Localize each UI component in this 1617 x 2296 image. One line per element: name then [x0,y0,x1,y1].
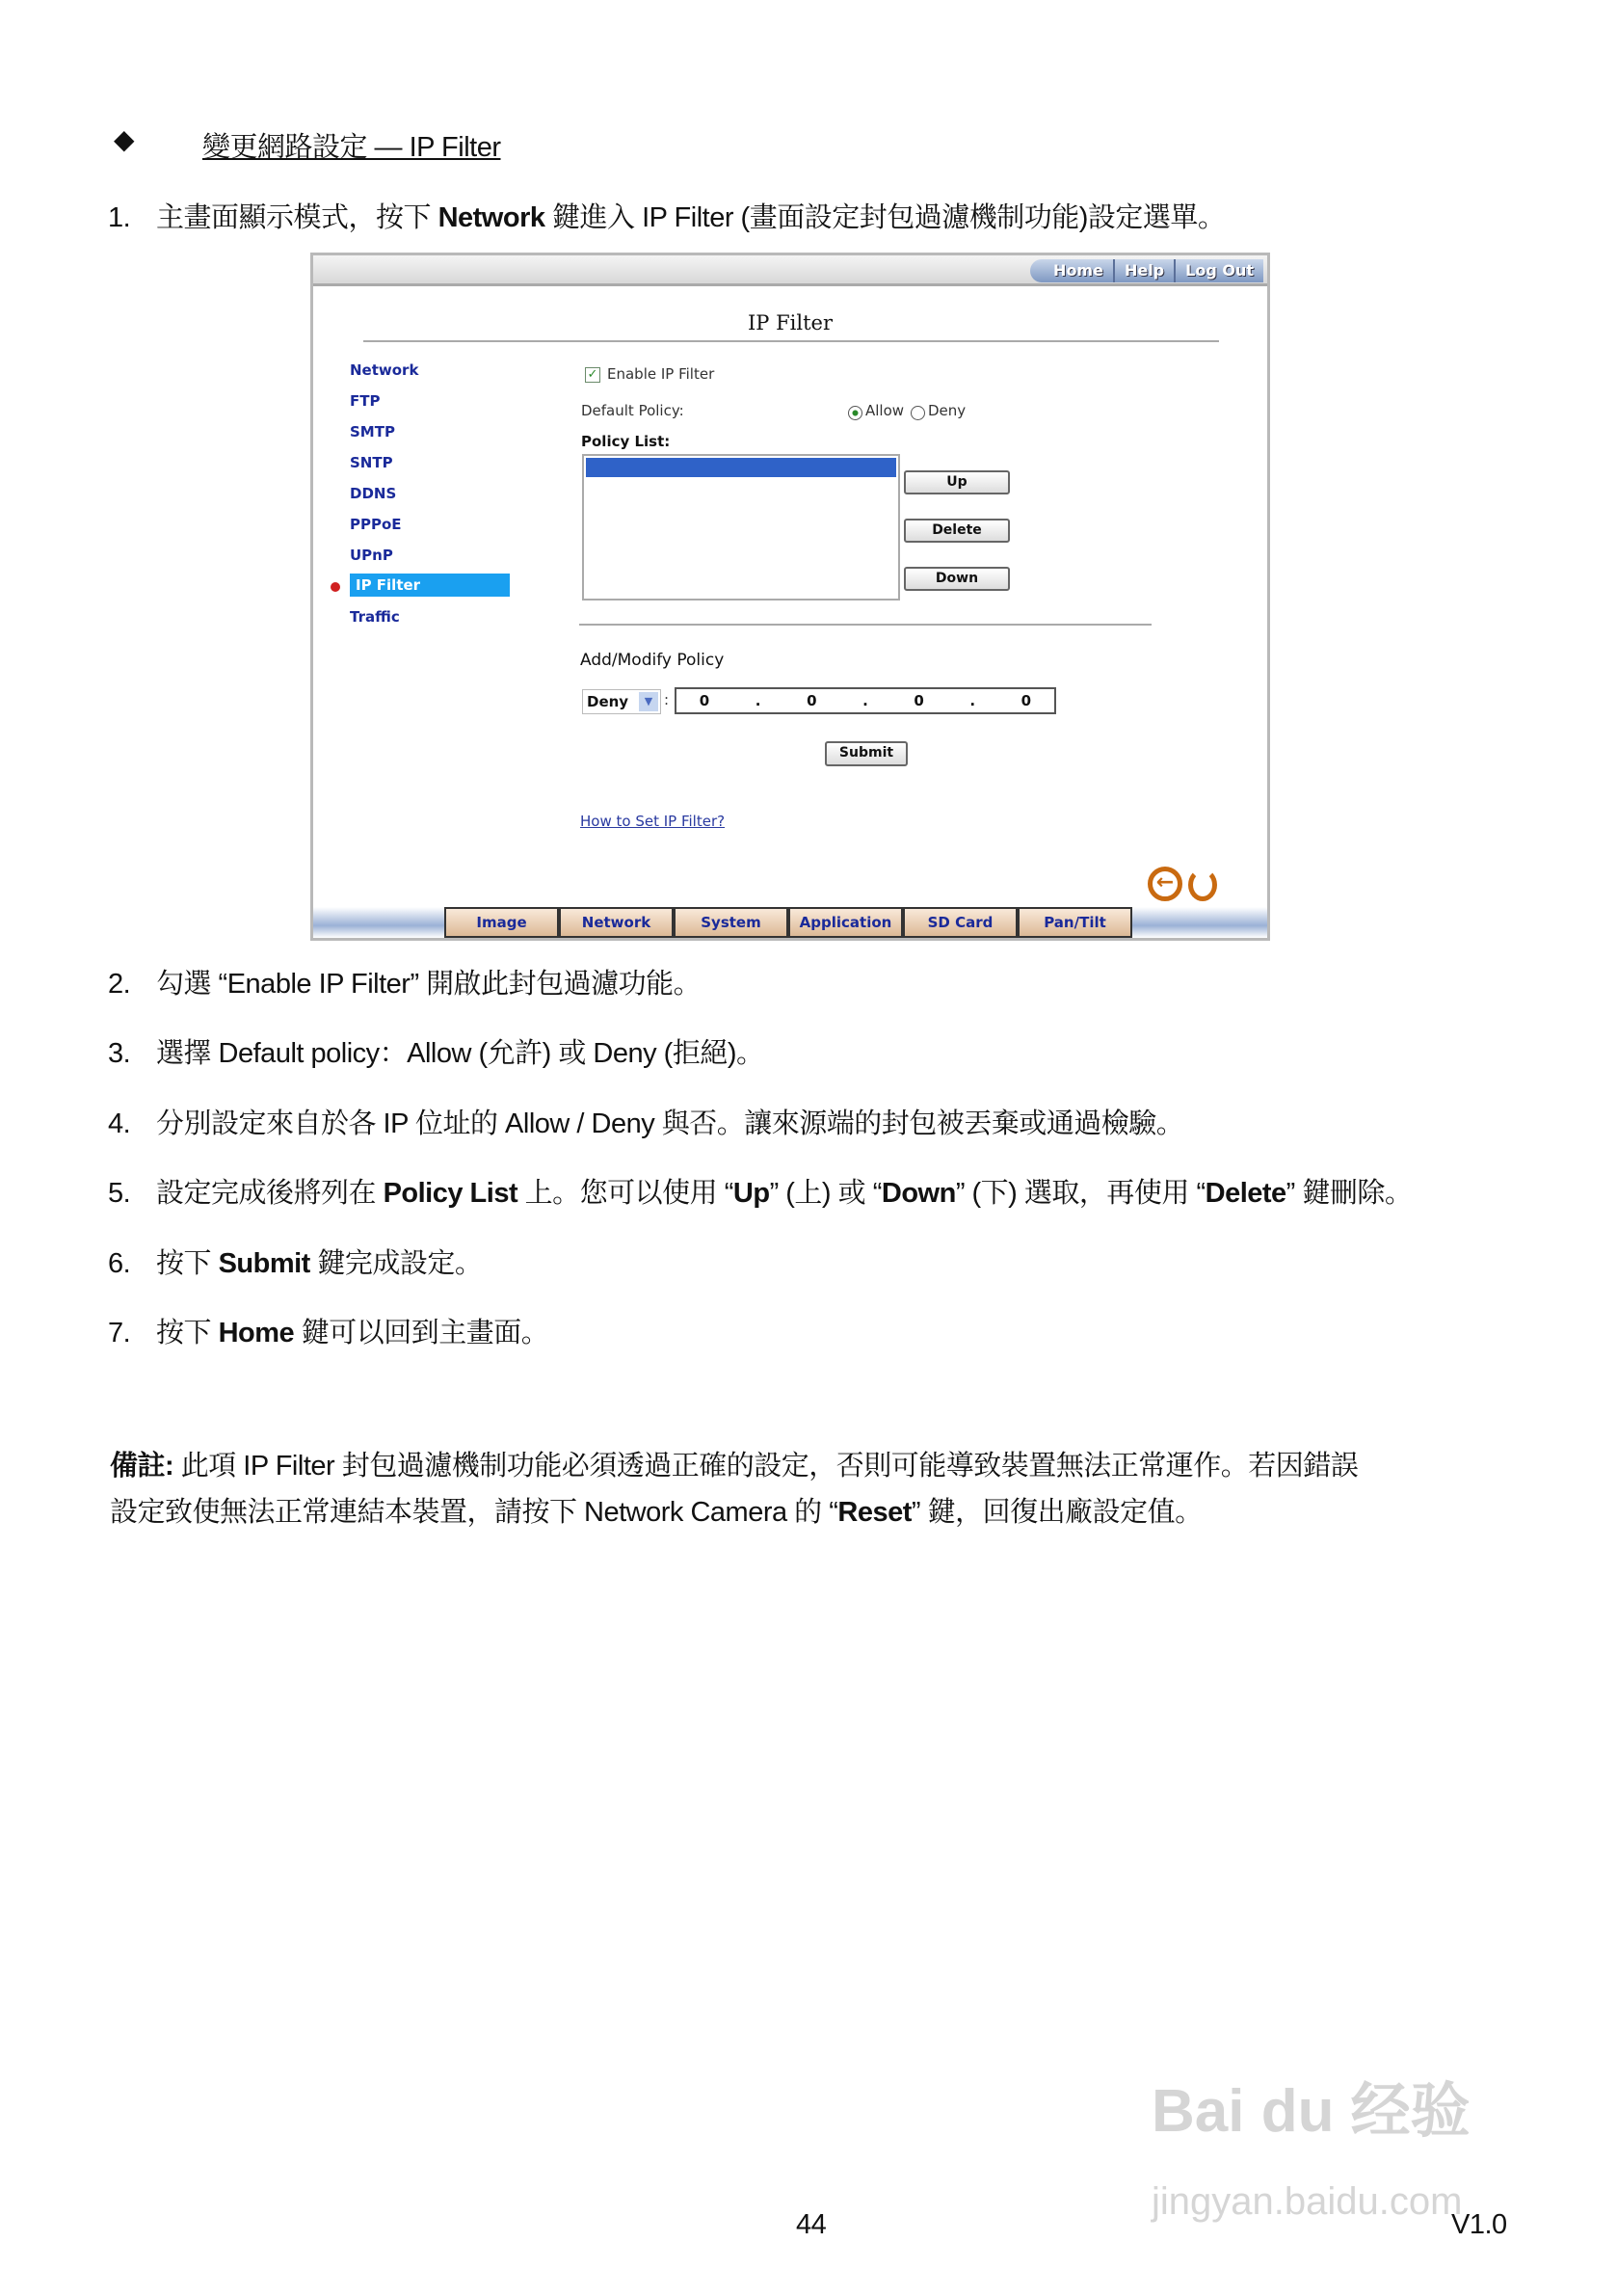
tab-sd-card[interactable]: SD Card [903,907,1018,938]
page-number: 44 [796,2209,827,2240]
note-bold: Reset [837,1497,912,1528]
watermark-logo: Bai du 经验 [1152,2078,1471,2145]
add-modify-label: Add/Modify Policy [580,651,725,670]
step-number: 5. [108,1178,131,1209]
sidebar-item-ftp[interactable]: FTP [350,392,381,410]
bullet-icon: ◆ [114,124,135,154]
note-text: 此項 IP Filter 封包過濾機制功能必須透過正確的設定，否則可能導致裝置無法正常運作。若因錯誤 [173,1451,1359,1482]
step-6 [108,1241,482,1281]
allow-label: Allow [865,402,905,419]
screen-title: IP Filter [747,311,833,334]
step-text: 選擇 Default policy：Allow (允許) 或 Deny (拒絕)。 [156,1038,764,1069]
nav-home[interactable]: Home [1053,261,1103,280]
enable-label: Enable IP Filter [607,365,715,383]
enable-checkbox[interactable]: ✓ [585,367,600,383]
chevron-down-icon: ▼ [639,692,658,711]
deny-label: Deny [928,402,967,419]
sidebar-item-upnp[interactable]: UPnP [350,547,393,564]
step-text: 按下 [156,1248,219,1279]
policy-select[interactable] [582,689,661,714]
tab-network[interactable]: Network [559,907,674,938]
policy-list-label: Policy List: [581,433,671,450]
note-label: 備註: [110,1451,174,1482]
step-bold: Home [218,1318,295,1348]
step-text: ” (下) 選取，再使用 “ [955,1178,1206,1209]
sidebar-item-ddns[interactable]: DDNS [350,485,397,502]
down-button[interactable]: Down [904,567,1010,591]
step-number: 1. [108,202,131,233]
step-4 [108,1102,1183,1141]
policy-list-selected-row[interactable] [586,458,896,477]
step-text: 分別設定來自於各 IP 位址的 Allow / Deny 與否。讓來源端的封包被丟棄或通過檢驗。 [156,1108,1184,1139]
step-number: 7. [108,1318,131,1348]
sidebar-item-ip-filter[interactable]: IP Filter [350,574,510,597]
divider [363,340,1219,342]
step-bold: Delete [1205,1178,1286,1209]
sidebar-item-network[interactable]: Network [350,361,419,379]
ip-octet-3[interactable]: 0 [914,692,924,709]
note-text: 設定致使無法正常連結本裝置，請按下 Network Camera 的 “ [110,1497,838,1528]
watermark-url: jingyan.baidu.com [1152,2180,1463,2223]
step-number: 2. [108,969,131,1000]
back-icon[interactable]: ← [1148,867,1182,901]
deny-radio[interactable] [911,406,925,420]
step-7 [108,1311,548,1350]
tab-application[interactable]: Application [788,907,903,938]
step-text: ” (上) 或 “ [769,1178,882,1209]
ip-octet-2[interactable]: 0 [807,692,817,709]
sidebar-item-pppoe[interactable]: PPPoE [350,516,402,533]
step-5 [108,1171,1412,1211]
step-text: 主畫面顯示模式，按下 [156,202,438,233]
help-link[interactable]: How to Set IP Filter? [580,813,726,830]
tab-image[interactable]: Image [444,907,559,938]
step-bold: Down [881,1178,956,1209]
ip-octet-4[interactable]: 0 [1021,692,1032,709]
note-line-1 [110,1444,1358,1483]
version: V1.0 [1451,2209,1507,2240]
ip-address-input[interactable]: 0 . 0 . 0 . 0 [675,687,1056,714]
submit-button[interactable]: Submit [825,741,908,766]
top-nav [1030,259,1263,282]
policy-listbox[interactable] [582,454,900,601]
step-bold: Up [732,1178,770,1209]
step-1 [108,196,1225,235]
step-text: 勾選 “Enable IP Filter” 開啟此封包過濾功能。 [156,969,702,1000]
step-text: 鍵進入 IP Filter (畫面設定封包過濾機制功能)設定選單。 [544,202,1226,233]
step-number: 6. [108,1248,131,1279]
step-number: 4. [108,1108,131,1139]
policy-select-value: Deny [587,693,629,710]
nav-help[interactable]: Help [1113,259,1174,282]
ip-filter-screenshot [310,253,1270,941]
step-number: 3. [108,1038,131,1069]
step-text: 鍵可以回到主畫面。 [294,1318,549,1348]
active-marker-icon [331,582,340,592]
step-2 [108,962,701,1001]
tab-system[interactable]: System [674,907,788,938]
step-text: 設定完成後將列在 [156,1178,384,1209]
step-bold: Network [437,202,545,233]
default-policy-label: Default Policy: [581,402,684,419]
step-text: ” 鍵刪除。 [1286,1178,1413,1209]
refresh-icon[interactable] [1188,868,1217,901]
step-text: 上。您可以使用 “ [517,1178,733,1209]
step-text: 按下 [156,1318,219,1348]
note-line-2 [110,1490,1203,1530]
step-bold: Submit [218,1248,310,1279]
tab-pan-tilt[interactable]: Pan/Tilt [1018,907,1132,938]
allow-radio[interactable] [848,406,862,420]
colon: : [664,691,670,708]
step-bold: Policy List [383,1178,518,1209]
up-button[interactable]: Up [904,470,1010,494]
delete-button[interactable]: Delete [904,519,1010,543]
sidebar-item-sntp[interactable]: SNTP [350,454,393,471]
note-text: ” 鍵，回復出廠設定值。 [911,1497,1203,1528]
section-heading: 變更網路設定 — IP Filter [202,132,501,163]
bottom-tabs [444,907,1132,938]
sidebar-item-traffic[interactable]: Traffic [350,608,400,626]
sidebar-item-smtp[interactable]: SMTP [350,423,395,441]
step-3 [108,1031,764,1071]
nav-logout[interactable]: Log Out [1174,259,1263,282]
divider [579,624,1152,626]
ip-octet-1[interactable]: 0 [699,692,710,709]
step-text: 鍵完成設定。 [309,1248,483,1279]
